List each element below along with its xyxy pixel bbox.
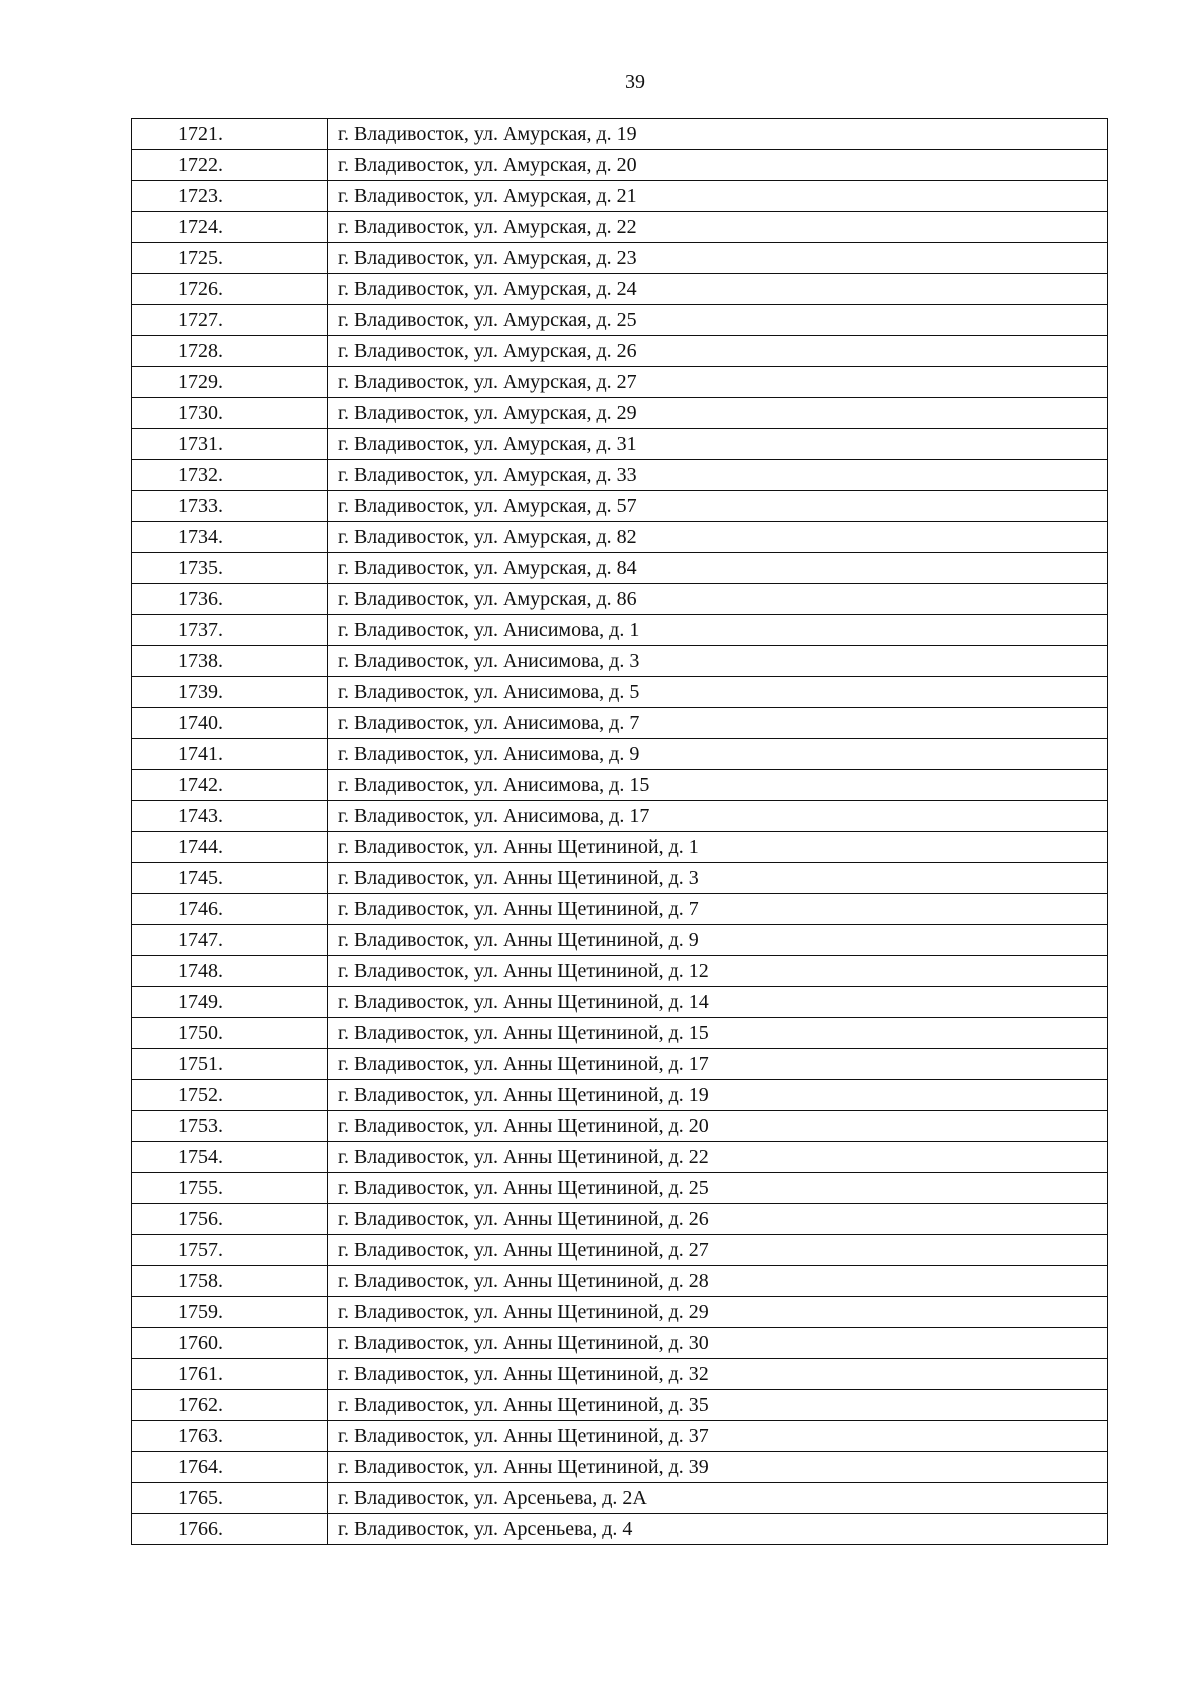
table-row <box>132 181 1108 212</box>
table-row <box>132 1297 1108 1328</box>
address-cell: г. Владивосток, ул. Анны Щетининой, д. 37 <box>328 1421 1108 1452</box>
row-number-cell: 1755. <box>132 1173 328 1204</box>
address-cell: г. Владивосток, ул. Анны Щетининой, д. 29 <box>328 1297 1108 1328</box>
table-row <box>132 1266 1108 1297</box>
row-number-cell: 1741. <box>132 739 328 770</box>
table-row <box>132 305 1108 336</box>
address-cell: г. Владивосток, ул. Анисимова, д. 15 <box>328 770 1108 801</box>
row-number-cell: 1756. <box>132 1204 328 1235</box>
row-number-cell: 1753. <box>132 1111 328 1142</box>
row-number-cell: 1757. <box>132 1235 328 1266</box>
row-number-cell: 1724. <box>132 212 328 243</box>
row-number-cell: 1734. <box>132 522 328 553</box>
table-row <box>132 274 1108 305</box>
row-number-cell: 1754. <box>132 1142 328 1173</box>
address-cell: г. Владивосток, ул. Амурская, д. 27 <box>328 367 1108 398</box>
address-cell: г. Владивосток, ул. Анны Щетининой, д. 12 <box>328 956 1108 987</box>
address-cell: г. Владивосток, ул. Анны Щетининой, д. 17 <box>328 1049 1108 1080</box>
row-number-cell: 1747. <box>132 925 328 956</box>
row-number-cell: 1765. <box>132 1483 328 1514</box>
table-row <box>132 1080 1108 1111</box>
row-number-cell: 1730. <box>132 398 328 429</box>
address-cell: г. Владивосток, ул. Анны Щетининой, д. 39 <box>328 1452 1108 1483</box>
row-number-cell: 1759. <box>132 1297 328 1328</box>
address-cell: г. Владивосток, ул. Арсеньева, д. 4 <box>328 1514 1108 1545</box>
table-row <box>132 956 1108 987</box>
row-number-cell: 1761. <box>132 1359 328 1390</box>
row-number-cell: 1729. <box>132 367 328 398</box>
row-number-cell: 1763. <box>132 1421 328 1452</box>
row-number-cell: 1740. <box>132 708 328 739</box>
row-number-cell: 1749. <box>132 987 328 1018</box>
table-row <box>132 398 1108 429</box>
table-row <box>132 646 1108 677</box>
address-table <box>131 118 1108 1545</box>
row-number-cell: 1766. <box>132 1514 328 1545</box>
row-number-cell: 1745. <box>132 863 328 894</box>
row-number-cell: 1751. <box>132 1049 328 1080</box>
row-number-cell: 1738. <box>132 646 328 677</box>
row-number-cell: 1758. <box>132 1266 328 1297</box>
address-table-body <box>132 119 1108 1545</box>
address-cell: г. Владивосток, ул. Амурская, д. 82 <box>328 522 1108 553</box>
address-cell: г. Владивосток, ул. Амурская, д. 26 <box>328 336 1108 367</box>
row-number-cell: 1733. <box>132 491 328 522</box>
table-row <box>132 367 1108 398</box>
address-cell: г. Владивосток, ул. Анны Щетининой, д. 3 <box>328 863 1108 894</box>
table-row <box>132 1483 1108 1514</box>
row-number-cell: 1764. <box>132 1452 328 1483</box>
address-cell: г. Владивосток, ул. Амурская, д. 23 <box>328 243 1108 274</box>
table-row <box>132 243 1108 274</box>
table-row <box>132 522 1108 553</box>
table-row <box>132 584 1108 615</box>
table-row <box>132 336 1108 367</box>
row-number-cell: 1760. <box>132 1328 328 1359</box>
row-number-cell: 1739. <box>132 677 328 708</box>
row-number-cell: 1721. <box>132 119 328 150</box>
address-cell: г. Владивосток, ул. Анны Щетининой, д. 14 <box>328 987 1108 1018</box>
table-row <box>132 770 1108 801</box>
address-cell: г. Владивосток, ул. Анны Щетининой, д. 22 <box>328 1142 1108 1173</box>
address-cell: г. Владивосток, ул. Анны Щетининой, д. 26 <box>328 1204 1108 1235</box>
row-number-cell: 1746. <box>132 894 328 925</box>
table-row <box>132 894 1108 925</box>
table-row <box>132 1328 1108 1359</box>
table-row <box>132 677 1108 708</box>
address-cell: г. Владивосток, ул. Анны Щетининой, д. 1 <box>328 832 1108 863</box>
row-number-cell: 1736. <box>132 584 328 615</box>
row-number-cell: 1726. <box>132 274 328 305</box>
row-number-cell: 1750. <box>132 1018 328 1049</box>
table-row <box>132 863 1108 894</box>
address-cell: г. Владивосток, ул. Анны Щетининой, д. 28 <box>328 1266 1108 1297</box>
address-cell: г. Владивосток, ул. Анны Щетининой, д. 19 <box>328 1080 1108 1111</box>
address-cell: г. Владивосток, ул. Амурская, д. 29 <box>328 398 1108 429</box>
row-number-cell: 1723. <box>132 181 328 212</box>
row-number-cell: 1732. <box>132 460 328 491</box>
table-row <box>132 1049 1108 1080</box>
address-cell: г. Владивосток, ул. Амурская, д. 31 <box>328 429 1108 460</box>
table-row <box>132 1359 1108 1390</box>
address-cell: г. Владивосток, ул. Амурская, д. 20 <box>328 150 1108 181</box>
address-cell: г. Владивосток, ул. Анисимова, д. 5 <box>328 677 1108 708</box>
table-row <box>132 460 1108 491</box>
address-cell: г. Владивосток, ул. Анны Щетининой, д. 15 <box>328 1018 1108 1049</box>
address-cell: г. Владивосток, ул. Амурская, д. 22 <box>328 212 1108 243</box>
address-cell: г. Владивосток, ул. Анны Щетининой, д. 30 <box>328 1328 1108 1359</box>
address-cell: г. Владивосток, ул. Амурская, д. 19 <box>328 119 1108 150</box>
row-number-cell: 1748. <box>132 956 328 987</box>
row-number-cell: 1727. <box>132 305 328 336</box>
table-row <box>132 1142 1108 1173</box>
row-number-cell: 1722. <box>132 150 328 181</box>
row-number-cell: 1743. <box>132 801 328 832</box>
address-cell: г. Владивосток, ул. Анны Щетининой, д. 27 <box>328 1235 1108 1266</box>
address-cell: г. Владивосток, ул. Амурская, д. 84 <box>328 553 1108 584</box>
address-cell: г. Владивосток, ул. Анны Щетининой, д. 25 <box>328 1173 1108 1204</box>
table-row <box>132 987 1108 1018</box>
row-number-cell: 1742. <box>132 770 328 801</box>
table-row <box>132 925 1108 956</box>
row-number-cell: 1752. <box>132 1080 328 1111</box>
table-row <box>132 1421 1108 1452</box>
table-row <box>132 1173 1108 1204</box>
row-number-cell: 1737. <box>132 615 328 646</box>
table-row <box>132 1204 1108 1235</box>
address-cell: г. Владивосток, ул. Анисимова, д. 1 <box>328 615 1108 646</box>
address-cell: г. Владивосток, ул. Анны Щетининой, д. 7 <box>328 894 1108 925</box>
table-row <box>132 491 1108 522</box>
address-cell: г. Владивосток, ул. Амурская, д. 57 <box>328 491 1108 522</box>
address-cell: г. Владивосток, ул. Амурская, д. 21 <box>328 181 1108 212</box>
address-cell: г. Владивосток, ул. Анисимова, д. 3 <box>328 646 1108 677</box>
row-number-cell: 1731. <box>132 429 328 460</box>
address-cell: г. Владивосток, ул. Амурская, д. 86 <box>328 584 1108 615</box>
address-cell: г. Владивосток, ул. Амурская, д. 25 <box>328 305 1108 336</box>
address-cell: г. Владивосток, ул. Анны Щетининой, д. 35 <box>328 1390 1108 1421</box>
table-row <box>132 429 1108 460</box>
address-cell: г. Владивосток, ул. Анны Щетининой, д. 9 <box>328 925 1108 956</box>
table-row <box>132 1111 1108 1142</box>
address-cell: г. Владивосток, ул. Амурская, д. 24 <box>328 274 1108 305</box>
table-row <box>132 150 1108 181</box>
table-row <box>132 615 1108 646</box>
table-row <box>132 832 1108 863</box>
row-number-cell: 1762. <box>132 1390 328 1421</box>
page-number: 39 <box>625 71 645 93</box>
address-cell: г. Владивосток, ул. Анисимова, д. 7 <box>328 708 1108 739</box>
table-row <box>132 1514 1108 1545</box>
row-number-cell: 1725. <box>132 243 328 274</box>
table-row <box>132 1452 1108 1483</box>
row-number-cell: 1744. <box>132 832 328 863</box>
address-cell: г. Владивосток, ул. Анисимова, д. 9 <box>328 739 1108 770</box>
row-number-cell: 1735. <box>132 553 328 584</box>
address-cell: г. Владивосток, ул. Амурская, д. 33 <box>328 460 1108 491</box>
address-cell: г. Владивосток, ул. Анны Щетининой, д. 20 <box>328 1111 1108 1142</box>
table-row <box>132 1018 1108 1049</box>
table-row <box>132 553 1108 584</box>
address-cell: г. Владивосток, ул. Анисимова, д. 17 <box>328 801 1108 832</box>
table-row <box>132 1390 1108 1421</box>
table-row <box>132 801 1108 832</box>
address-cell: г. Владивосток, ул. Арсеньева, д. 2А <box>328 1483 1108 1514</box>
table-row <box>132 708 1108 739</box>
table-row <box>132 739 1108 770</box>
address-cell: г. Владивосток, ул. Анны Щетининой, д. 32 <box>328 1359 1108 1390</box>
table-row <box>132 119 1108 150</box>
row-number-cell: 1728. <box>132 336 328 367</box>
table-row <box>132 1235 1108 1266</box>
table-row <box>132 212 1108 243</box>
